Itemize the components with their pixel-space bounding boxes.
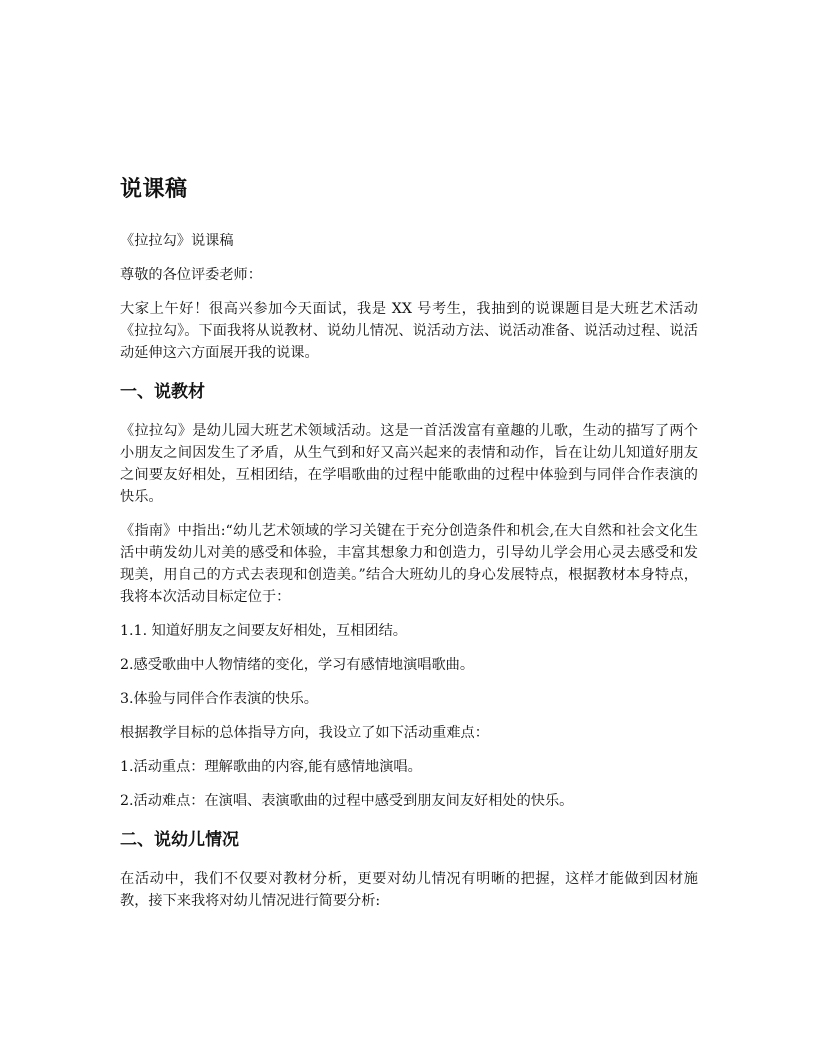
- key-point-item-1: 1.活动重点：理解歌曲的内容,能有感情地演唱。: [120, 759, 422, 775]
- section-heading-teaching-material: 一、说教材: [120, 382, 205, 402]
- key-points-intro: 根据教学目标的总体指导方向，我设立了如下活动重难点：: [120, 725, 489, 741]
- document-page: [120, 172, 698, 924]
- section-heading-children-situation: 二、说幼儿情况: [120, 830, 239, 850]
- goal-item-1: 1.1. 知道好朋友之间要友好相处，互相团结。: [120, 623, 407, 639]
- children-paragraph-1: 在活动中，我们不仅要对教材分析，更要对幼儿情况有明晰的把握，这样才能做到因材施教，接下来我将对幼儿情况进行简要分析:: [120, 871, 698, 909]
- document-subtitle: 《拉拉勾》说课稿: [120, 233, 234, 249]
- material-paragraph-2: 《指南》中指出:“幼儿艺术领域的学习关键在于充分创造条件和机会,在大自然和社会文化生活中萌发幼儿对美的感受和体验，丰富其想象力和创造力，引导幼儿学会用心灵去感受和发现美，用自己的方式去表现和创造美。”结合大班幼儿的身心发展特点，根据教材本身特点，我将本次活动目标定位于：: [120, 523, 698, 605]
- intro-paragraph: 大家上午好！很高兴参加今天面试，我是 XX 号考生，我抽到的说课题目是大班艺术活动《拉拉勾》。下面我将从说教材、说幼儿情况、说活动方法、说活动准备、说活动过程、说活动延伸这六方面展开我的说课。: [120, 301, 698, 361]
- material-paragraph-1: 《拉拉勾》是幼儿园大班艺术领域活动。这是一首活泼富有童趣的儿歌，生动的描写了两个小朋友之间因发生了矛盾，从生气到和好又高兴起来的表情和动作，旨在让幼儿知道好朋友之间要友好相处，互相团结，在学唱歌曲的过程中能歌曲的过程中体验到与同伴合作表演的快乐。: [120, 423, 698, 505]
- document-title: 说课稿: [120, 177, 188, 202]
- greeting-paragraph: 尊敬的各位评委老师：: [120, 267, 262, 283]
- goal-item-2: 2.感受歌曲中人物情绪的变化，学习有感情地演唱歌曲。: [120, 657, 475, 673]
- goal-item-3: 3.体验与同伴合作表演的快乐。: [120, 691, 318, 707]
- key-point-item-2: 2.活动难点：在演唱、表演歌曲的过程中感受到朋友间友好相处的快乐。: [120, 793, 574, 809]
